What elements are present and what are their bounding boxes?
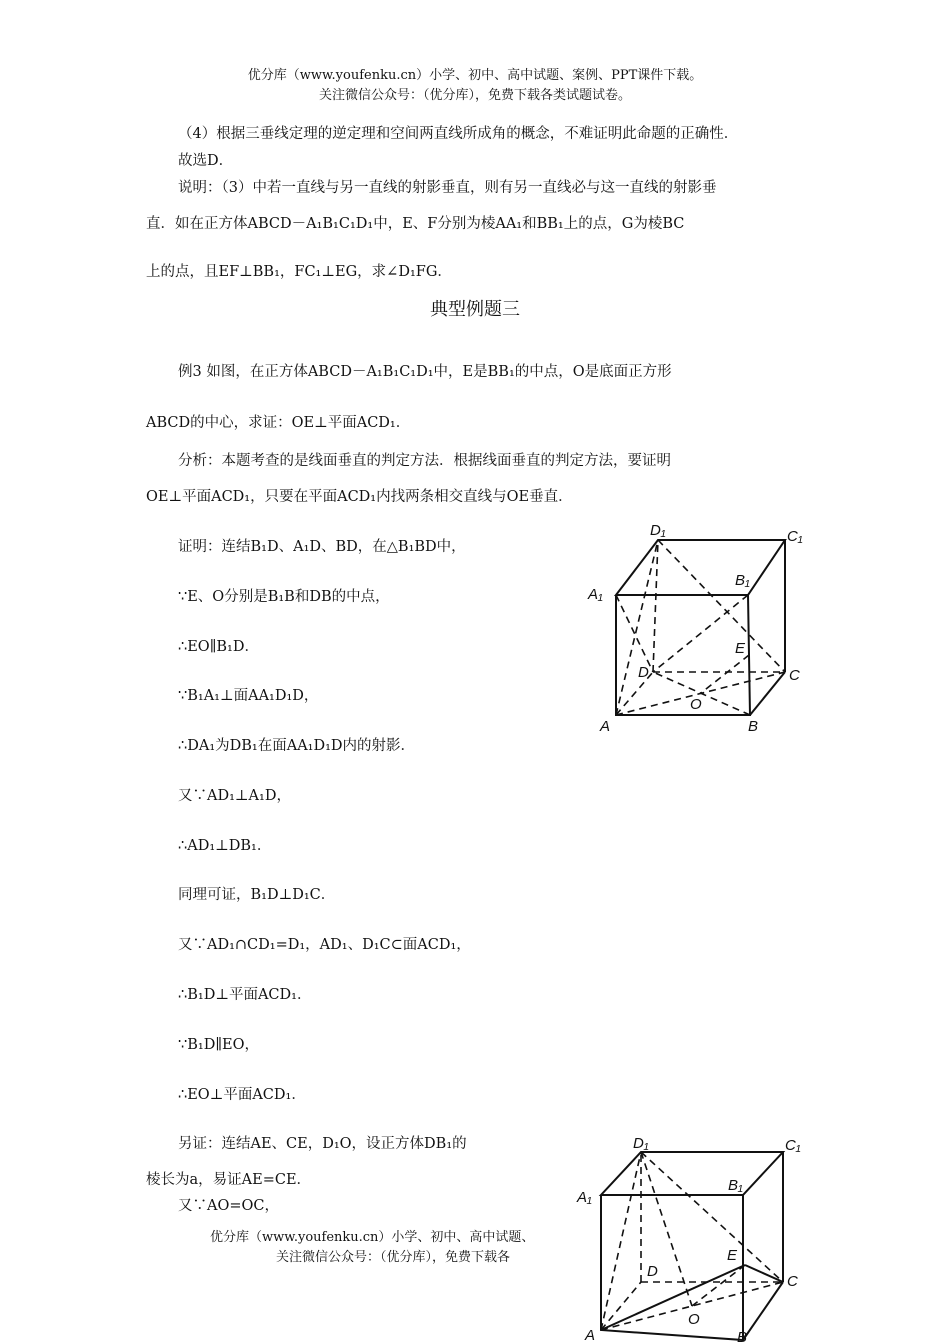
section-title: 典型例题三 xyxy=(430,299,520,320)
proof-line: ∴EO∥B₁D． xyxy=(178,639,259,655)
label-B: B xyxy=(748,718,759,735)
paragraph-3: 说明：（3）中若一直线与另一直线的射影垂直，则有另一直线必与这一直线的射影垂 xyxy=(178,180,717,196)
edge-BC xyxy=(743,1282,783,1340)
label-C1: C₁ xyxy=(785,1137,801,1154)
proof-line: ∴EO⊥平面ACD₁． xyxy=(178,1087,306,1103)
footer-line-2: 关注微信公众号：（优分库），免费下载各 xyxy=(276,1250,511,1265)
label-C: C xyxy=(789,667,800,684)
paragraph-2: 故选D． xyxy=(178,153,234,169)
label-A: A xyxy=(585,1327,596,1344)
label-A1: A₁ xyxy=(577,1189,592,1206)
example-line-1: 例3 如图，在正方体ABCD－A₁B₁C₁D₁中，E是BB₁的中点，O是底面正方形 xyxy=(178,364,672,380)
seg-D1O xyxy=(641,1152,692,1306)
label-O: O xyxy=(690,696,702,713)
paragraph-4: 直．如在正方体ABCD－A₁B₁C₁D₁中，E、F分别为棱AA₁和BB₁上的点，G为棱BC xyxy=(146,216,685,232)
proof-line: ∴AD₁⊥DB₁． xyxy=(178,838,272,854)
analysis-line-1: 分析：本题考查的是线面垂直的判定方法．根据线面垂直的判定方法，要证明 xyxy=(178,453,671,469)
label-D: D xyxy=(638,664,649,681)
label-C1: C₁ xyxy=(787,528,803,545)
label-B1: B₁ xyxy=(728,1177,743,1194)
analysis-line-2: OE⊥平面ACD₁，只要在平面ACD₁内找两条相交直线与OE垂直． xyxy=(146,489,573,505)
cube-top-face xyxy=(616,540,785,595)
alt-proof-line-1: 另证：连结AE、CE，D₁O，设正方体DB₁的 xyxy=(178,1136,467,1152)
diag-AD1 xyxy=(601,1152,641,1330)
cube-figure-1 xyxy=(580,515,810,740)
label-D1: D₁ xyxy=(650,522,666,539)
label-A: A xyxy=(600,718,611,735)
label-E: E xyxy=(727,1247,738,1264)
cube-front-face xyxy=(616,595,750,715)
proof-line: ∵E、O分别是B₁B和DB的中点， xyxy=(178,589,390,605)
proof-line: 证明：连结B₁D、A₁D、BD，在△B₁BD中， xyxy=(178,539,466,555)
header-line-2: 关注微信公众号：（优分库），免费下载各类试题试卷。 xyxy=(318,88,631,103)
footer-line-1: 优分库（www.youfenku.cn）小学、初中、高中试题、 xyxy=(210,1230,535,1245)
proof-line: 又∵AD₁⊥A₁D， xyxy=(178,788,291,804)
proof-line: 又∵AD₁∩CD₁=D₁，AD₁、D₁C⊂面ACD₁， xyxy=(178,937,471,953)
label-D1: D₁ xyxy=(633,1135,649,1152)
diag-D1C xyxy=(658,540,785,672)
diag-A1D xyxy=(616,595,653,672)
header-line-1: 优分库（www.youfenku.cn）小学、初中、高中试题、案例、PPT课件下载。 xyxy=(247,68,703,83)
label-B1: B₁ xyxy=(735,572,750,589)
paragraph-5: 上的点，且EF⊥BB₁，FC₁⊥EG，求∠D₁FG． xyxy=(146,264,452,280)
cube-top-face xyxy=(601,1152,783,1195)
label-E: E xyxy=(735,640,746,657)
proof-line: ∴DA₁为DB₁在面AA₁D₁D内的射影． xyxy=(178,738,416,754)
example-line-2: ABCD的中心，求证：OE⊥平面ACD₁． xyxy=(146,415,411,431)
seg-EC xyxy=(745,1265,783,1282)
proof-line: ∴B₁D⊥平面ACD₁． xyxy=(178,987,312,1003)
label-D: D xyxy=(647,1263,658,1280)
label-O: O xyxy=(688,1311,700,1328)
paragraph-1: （4）根据三垂线定理的逆定理和空间两直线所成角的概念，不难证明此命题的正确性． xyxy=(178,126,739,142)
cube-front-face xyxy=(601,1195,743,1340)
alt-proof-line-2: 棱长为a，易证AE=CE． xyxy=(146,1172,312,1188)
proof-line: ∵B₁D∥EO， xyxy=(178,1037,259,1053)
proof-line: ∵B₁A₁⊥面AA₁D₁D， xyxy=(178,688,319,704)
cube-figure-2 xyxy=(575,1130,810,1344)
diag-D1C xyxy=(641,1152,783,1282)
label-C: C xyxy=(787,1273,798,1290)
proof-line: 同理可证，B₁D⊥D₁C． xyxy=(178,887,336,903)
label-B: B xyxy=(737,1329,748,1344)
diag-B1D xyxy=(653,595,748,672)
alt-proof-line-3: 又∵AO=OC， xyxy=(178,1198,279,1214)
label-A1: A₁ xyxy=(588,586,603,603)
edge-BC xyxy=(750,672,785,715)
